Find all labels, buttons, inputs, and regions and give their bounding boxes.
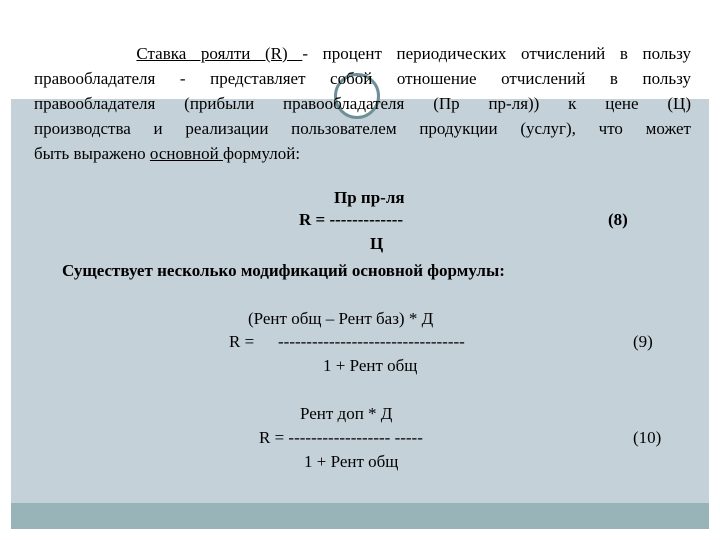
modifications-heading: Существует несколько модификаций основной формулы: bbox=[62, 261, 505, 280]
formula-9-prefix: R = bbox=[229, 332, 255, 351]
formula-10-middle: R = ------------------ ----- bbox=[259, 428, 423, 447]
formula-9-number: (9) bbox=[633, 332, 653, 351]
paragraph-line-1: Ставка роялти (R) - процент периодических отчислений в пользу bbox=[136, 44, 692, 63]
paragraph-line-3: правообладателя (прибыли правообладателя (Пр пр-ля)) к цене (Ц) bbox=[34, 94, 691, 113]
formula-9-bar: --------------------------------- bbox=[278, 332, 465, 351]
paragraph-line-2: правообладателя - представляет собой отношение отчислений в пользу bbox=[34, 69, 691, 88]
formula-8-denominator: Ц bbox=[370, 234, 384, 253]
bottom-band bbox=[11, 503, 709, 529]
formula-10-numerator: Рент доп * Д bbox=[300, 404, 393, 423]
term-royalty-rate: Ставка роялти (R) bbox=[136, 44, 303, 63]
basic-formula-link-text: основной bbox=[149, 144, 223, 163]
formula-10-number: (10) bbox=[633, 428, 662, 447]
definition-paragraph bbox=[34, 41, 691, 166]
formula-8-numerator: Пр пр-ля bbox=[334, 188, 405, 207]
formula-9-denominator: 1 + Рент общ bbox=[323, 356, 418, 375]
paragraph-line-4: производства и реализации пользователем продукции (услуг), что может bbox=[34, 119, 691, 138]
formula-8-number: (8) bbox=[608, 210, 628, 229]
formula-8-middle: R = ------------- bbox=[299, 210, 404, 229]
formula-9-numerator: (Рент общ – Рент баз) * Д bbox=[248, 309, 434, 328]
formula-10-denominator: 1 + Рент общ bbox=[304, 452, 399, 471]
paragraph-line-5: быть выражено основной формулой: bbox=[34, 144, 301, 163]
